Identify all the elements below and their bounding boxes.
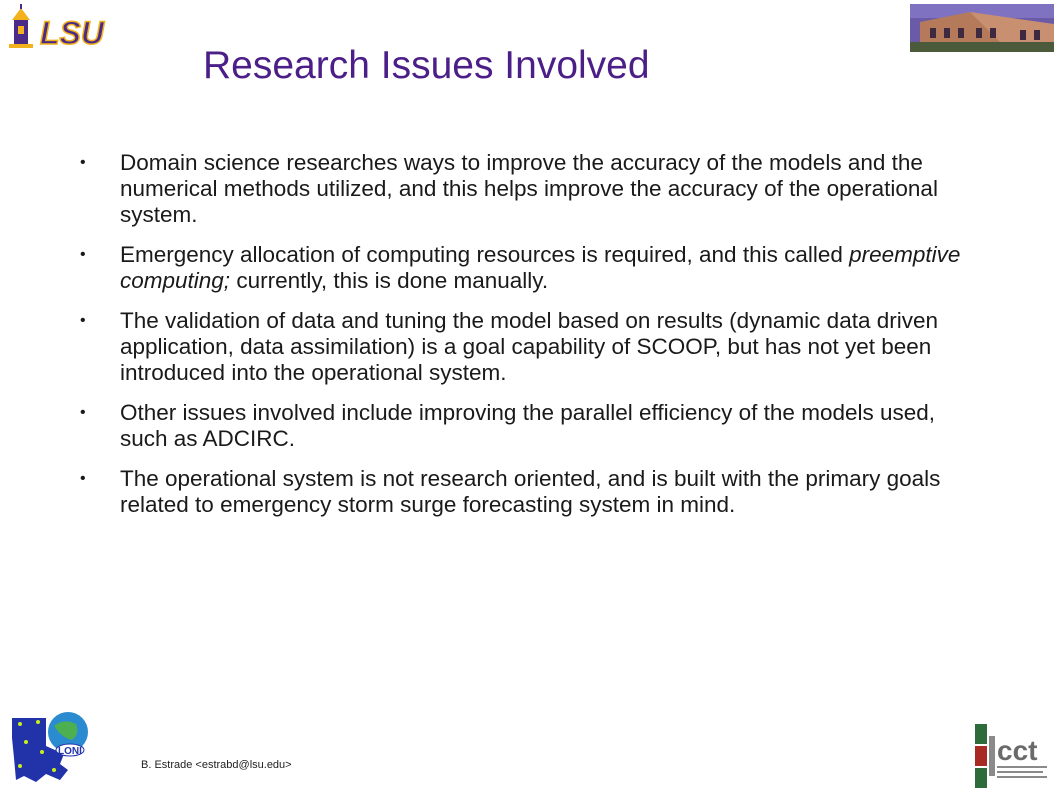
lsu-logo bbox=[4, 4, 124, 50]
list-item bbox=[78, 400, 988, 452]
bullet-text: Domain science researches ways to improve the accuracy of the models and the numerical methods utilized, and this helps improve the accuracy of the operational system. bbox=[120, 150, 938, 227]
page-title: Research Issues Involved bbox=[203, 44, 650, 87]
list-item bbox=[78, 466, 988, 518]
bullet-icon: • bbox=[80, 246, 86, 263]
list-item bbox=[78, 242, 988, 294]
loni-logo-text: LONI bbox=[58, 746, 82, 757]
list-item bbox=[78, 308, 988, 386]
cct-logo-text: cct bbox=[997, 735, 1038, 766]
list-item bbox=[78, 150, 988, 228]
lsu-tower-icon bbox=[9, 4, 33, 48]
lsu-logo-text: LSU bbox=[40, 15, 104, 50]
cct-logo bbox=[975, 722, 1055, 790]
bullet-text: Emergency allocation of computing resources is required, and this called bbox=[120, 242, 850, 267]
bullet-icon: • bbox=[80, 312, 86, 329]
footer-author: B. Estrade <estrabd@lsu.edu> bbox=[141, 759, 292, 771]
bullet-icon: • bbox=[80, 154, 86, 171]
bullet-text: Other issues involved include improving the parallel efficiency of the models used, such as ADCIRC. bbox=[120, 400, 936, 451]
bullet-icon: • bbox=[80, 404, 86, 421]
bullet-text: The operational system is not research oriented, and is built with the primary goals related to emergency storm surge forecasting system in mind. bbox=[120, 466, 941, 517]
building-photo bbox=[910, 4, 1054, 52]
bullet-list bbox=[78, 150, 988, 532]
bullet-icon: • bbox=[80, 470, 86, 487]
bullet-emphasis: preemptive computing; bbox=[120, 242, 961, 293]
bullet-text: currently, this is done manually. bbox=[230, 268, 549, 293]
loni-logo bbox=[6, 708, 98, 790]
bullet-text: The validation of data and tuning the model based on results (dynamic data driven application, data assimilation) is a goal capability of SCOOP, but has not yet been introduced into the operational system. bbox=[120, 308, 939, 385]
